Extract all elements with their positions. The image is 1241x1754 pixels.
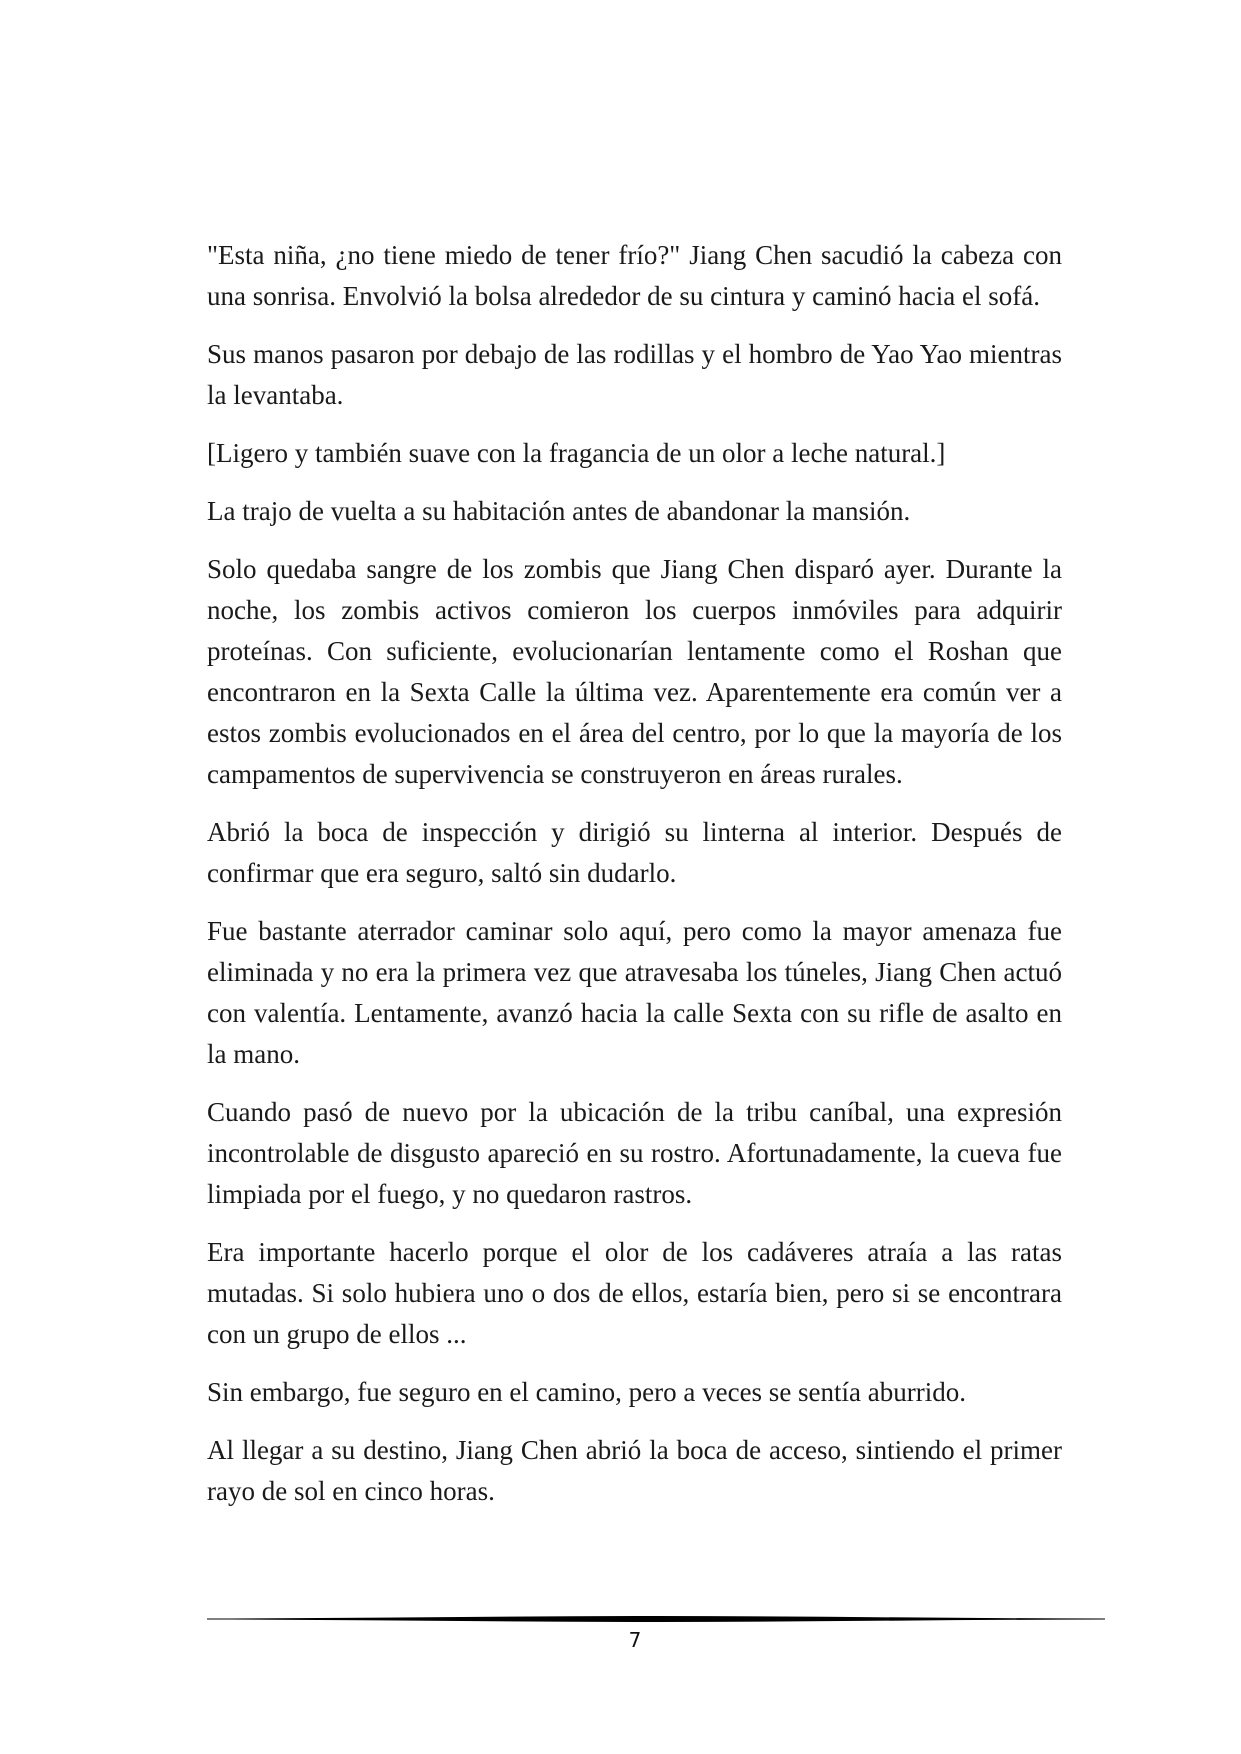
- body-text: [207, 235, 1062, 1529]
- paragraph: [Ligero y también suave con la fragancia de un olor a leche natural.]: [207, 438, 946, 468]
- paragraph: "Esta niña, ¿no tiene miedo de tener frío?" Jiang Chen sacudió la cabeza con una sonrisa. Envolvió la bolsa alrededor de su cintura y caminó hacia el sofá.: [207, 240, 1062, 311]
- paragraph: Era importante hacerlo porque el olor de los cadáveres atraía a las ratas mutadas. Si solo hubiera uno o dos de ellos, estaría bien, pero si se encontrara con un grupo de ellos ...: [207, 1237, 1062, 1349]
- paragraph: Abrió la boca de inspección y dirigió su linterna al interior. Después de confirmar que era seguro, saltó sin dudarlo.: [207, 817, 1062, 888]
- paragraph: Solo quedaba sangre de los zombis que Jiang Chen disparó ayer. Durante la noche, los zombis activos comieron los cuerpos inmóviles para adquirir proteínas. Con suficiente, evolucionarían lentamente como el Roshan que encontraron en la Sexta Calle la última vez. Aparentemente era común ver a estos zombis evolucionados en el área del centro, por lo que la mayoría de los campamentos de supervivencia se construyeron en áreas rurales.: [207, 554, 1062, 789]
- paragraph: Fue bastante aterrador caminar solo aquí, pero como la mayor amenaza fue eliminada y no era la primera vez que atravesaba los túneles, Jiang Chen actuó con valentía. Lentamente, avanzó hacia la calle Sexta con su rifle de asalto en la mano.: [207, 916, 1062, 1069]
- page-number: 7: [628, 1628, 642, 1652]
- paragraph: Cuando pasó de nuevo por la ubicación de la tribu caníbal, una expresión incontrolable de disgusto apareció en su rostro. Afortunadamente, la cueva fue limpiada por el fuego, y no quedaron rastros.: [207, 1097, 1062, 1209]
- footer-divider-stroke: [207, 1616, 1105, 1622]
- footer-divider: [207, 1614, 1105, 1624]
- paragraph: Sus manos pasaron por debajo de las rodillas y el hombro de Yao Yao mientras la levantaba.: [207, 339, 1062, 410]
- paragraph: Sin embargo, fue seguro en el camino, pero a veces se sentía aburrido.: [207, 1377, 966, 1407]
- paragraph: Al llegar a su destino, Jiang Chen abrió la boca de acceso, sintiendo el primer rayo de sol en cinco horas.: [207, 1435, 1062, 1506]
- paragraph: La trajo de vuelta a su habitación antes de abandonar la mansión.: [207, 496, 911, 526]
